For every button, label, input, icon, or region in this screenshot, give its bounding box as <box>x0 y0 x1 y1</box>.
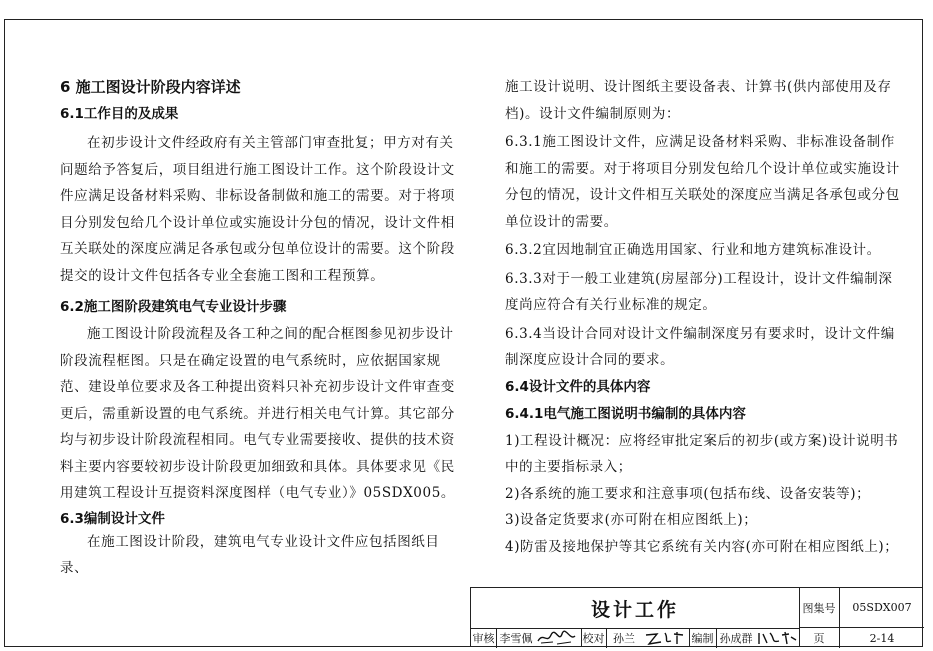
heading-6-4-1: 6.4.1电气施工图说明书编制的具体内容 <box>505 405 746 422</box>
paragraph-6-3-continued: 施工设计说明、设计图纸主要设备表、计算书(供内部使用及存档)。设计文件编制原则为： <box>505 79 892 122</box>
paragraph-6-3-1: 6.3.1施工图设计文件，应满足设备材料采购、非标准设备制作和施工的需要。对于将项目分别发包给几个设计单位或实施设计分包的情况，设计文件相互关联处的深度应当满足各承包或分包单位设计的需要。 <box>505 134 900 230</box>
heading-6-3: 6.3编制设计文件 <box>60 510 165 527</box>
paragraph-6-3-2: 6.3.2宜因地制宜正确选用国家、行业和地方建筑标准设计。 <box>505 242 881 258</box>
designer-name: 孙成群 <box>719 632 753 645</box>
atlas-label: 图集号 <box>799 588 840 628</box>
list-item-1: 1)工程设计概况：应将经审批定案后的初步(或方案)设计说明书中的主要指标录入； <box>505 432 899 475</box>
reviewer-name: 李雪佩 <box>499 632 533 645</box>
left-column <box>60 74 460 582</box>
drawing-title: 设计工作 <box>471 588 800 629</box>
list-item-4: 4)防雷及接地保护等其它系统有关内容(亦可附在相应图纸上)； <box>505 538 899 555</box>
paragraph-6-1: 在初步设计文件经政府有关主管部门审查批复；甲方对有关问题给予答复后，项目组进行施工图设计工作。这个阶段设计文件应满足设备材料采购、非标设备制做和施工的需要。对于将项目分别发包给几个设计单位或实施设计分包的情况，设计文件相互关联处的深度应满足各承包或分包单位设计的需要。这个阶段提交的设计文件包括各专业全套施工图和工程预算。 <box>60 135 455 284</box>
heading-6-2: 6.2施工图阶段建筑电气专业设计步骤 <box>60 299 287 315</box>
atlas-number: 05SDX007 <box>840 588 924 628</box>
design-label: 编制 <box>689 628 717 648</box>
list-item-2: 2)各系统的施工要求和注意事项(包括布线、设备安装等)； <box>505 485 871 502</box>
heading-6-4: 6.4设计文件的具体内容 <box>505 378 651 395</box>
page-number: 2-14 <box>869 631 895 645</box>
paragraph-6-2: 施工图设计阶段流程及各工种之间的配合框图参见初步设计阶段流程框图。只是在确定设置的电气系统时，应依据国家规范、建设单位要求及各工种提出资料只补充初步设计文件审查变更后，需重新设置的电气系统。并进行相关电气计算。其它部分均与初步设计阶段流程相同。电气专业需要接收、提供的技术资料主要内容要较初步设计阶段更加细致和具体。具体要求见《民用建筑工程设计互提资料深度图样（电气专业）》05SDX005。 <box>60 326 455 501</box>
checker-signature <box>641 629 690 647</box>
paragraph-6-3-3: 6.3.3对于一般工业建筑(房屋部分)工程设计，设计文件编制深度尚应符合有关行业标准的规定。 <box>505 270 893 313</box>
paragraph-6-3-4: 6.3.4当设计合同对设计文件编制深度另有要求时，设计文件编制深度应设计合同的要求。 <box>505 325 895 368</box>
right-column <box>505 74 900 560</box>
check-label: 校对 <box>581 628 607 648</box>
paragraph-6-3: 在施工图设计阶段，建筑电气专业设计文件应包括图纸目录、 <box>60 533 440 576</box>
heading-6-1: 6.1工作目的及成果 <box>60 106 179 122</box>
checker-name: 孙兰 <box>613 632 635 645</box>
section-title: 6 施工图设计阶段内容详述 <box>60 78 241 96</box>
page-label: 页 <box>799 628 840 648</box>
designer-signature <box>755 629 800 647</box>
title-block <box>470 587 923 647</box>
reviewer-signature <box>535 629 582 647</box>
list-item-3: 3)设备定货要求(亦可附在相应图纸上)； <box>505 512 758 528</box>
review-label: 审核 <box>471 628 497 648</box>
